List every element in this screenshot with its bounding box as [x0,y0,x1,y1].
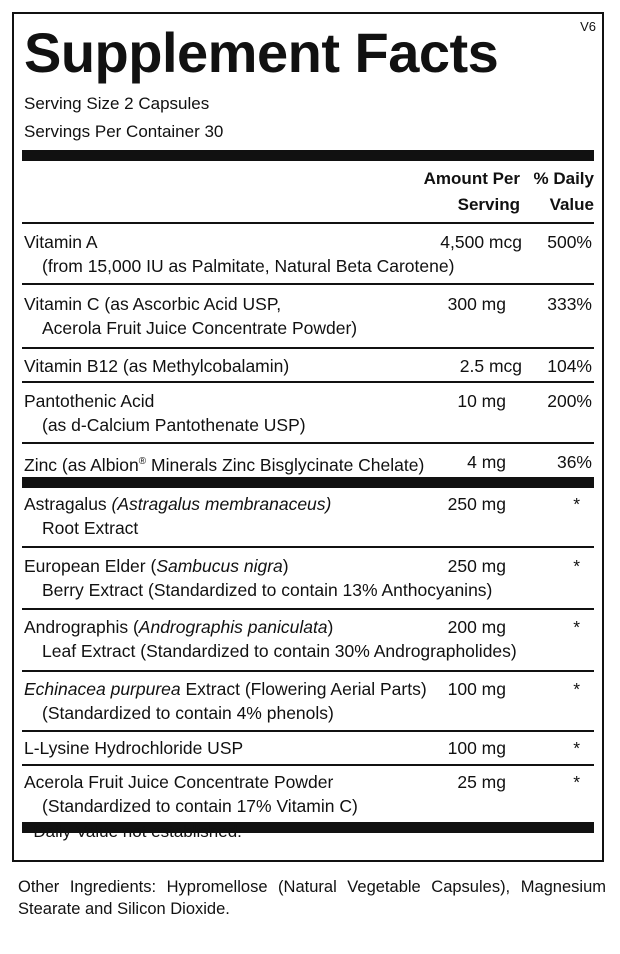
nutrient-source: Acerola Fruit Juice Concentrate Powder) [42,318,358,338]
ingredient-daily-value: * [573,679,580,699]
panel-title: Supplement Facts [24,21,499,84]
nutrient-source: (as d-Calcium Pantothenate USP) [42,415,306,435]
ingredient-name: Echinacea purpurea Extract (Flowering Aerial Parts) [24,679,427,699]
nutrient-name: Zinc (as Albion® Minerals Zinc Bisglycinate Chelate) [24,454,425,475]
nutrient-amount: 4,500 mcg [440,232,522,252]
ingredient-daily-value: * [573,772,580,792]
ingredient-amount: 200 mg [447,617,506,637]
thick-divider [22,150,594,161]
divider [22,764,594,766]
ingredient-detail: Root Extract [42,518,139,538]
divider [22,347,594,349]
ingredient-detail: Berry Extract (Standardized to contain 13% Anthocyanins) [42,580,493,600]
ingredient-amount: 100 mg [447,738,506,758]
divider [22,608,594,610]
nutrient-daily-value: 104% [547,356,592,376]
header-amount [394,166,520,218]
ingredient-daily-value: * [573,494,580,514]
header-amount-line1: Amount Per [423,169,520,188]
divider [22,283,594,285]
thick-divider [22,477,594,488]
divider [22,730,594,732]
nutrient-name: Pantothenic Acid [24,391,155,411]
divider [22,381,594,383]
ingredient-name: L-Lysine Hydrochloride USP [24,738,244,758]
ingredient-daily-value: * [573,738,580,758]
nutrient-daily-value: 200% [547,391,592,411]
ingredient-amount: 25 mg [457,772,506,792]
nutrient-amount: 4 mg [467,452,506,472]
version-code: V6 [580,19,596,34]
ingredient-daily-value: * [573,617,580,637]
ingredient-amount: 100 mg [447,679,506,699]
servings-per-container: Servings Per Container 30 [24,122,224,141]
divider [22,670,594,672]
ingredient-detail: (Standardized to contain 4% phenols) [42,703,334,723]
ingredient-daily-value: * [573,556,580,576]
supplement-facts-panel [12,12,604,862]
divider [22,546,594,548]
nutrient-daily-value: 500% [547,232,592,252]
ingredient-name: Astragalus (Astragalus membranaceus) [24,494,332,514]
nutrient-daily-value: 333% [547,294,592,314]
ingredient-name: European Elder (Sambucus nigra) [24,556,289,576]
ingredient-name: Acerola Fruit Juice Concentrate Powder [24,772,334,792]
other-ingredients: Other Ingredients: Hypromellose (Natural Vegetable Capsules), Magnesium Stearate and Silicon Dioxide. [18,878,606,918]
nutrient-amount: 300 mg [447,294,506,314]
nutrient-amount: 10 mg [457,391,506,411]
nutrient-name: Vitamin B12 (as Methylcobalamin) [24,356,290,376]
header-amount-line2: Serving [457,195,520,214]
header-dv-line1: % Daily [533,169,594,188]
nutrient-name: Vitamin C (as Ascorbic Acid USP, [24,294,282,314]
ingredient-name: Andrographis (Andrographis paniculata) [24,617,334,637]
registered-mark: ® [138,456,147,467]
ingredient-detail: Leaf Extract (Standardized to contain 30% Andrographolides) [42,641,517,661]
nutrient-source: (from 15,000 IU as Palmitate, Natural Beta Carotene) [42,256,455,276]
divider [22,442,594,444]
ingredient-detail: (Standardized to contain 17% Vitamin C) [42,796,358,816]
header-dv-line2: Value [549,195,594,214]
nutrient-name: Vitamin A [24,232,98,252]
nutrient-daily-value: 36% [556,452,592,472]
header-daily-value [520,166,594,218]
ingredient-amount: 250 mg [447,556,506,576]
serving-size: Serving Size 2 Capsules [24,94,210,113]
divider [22,222,594,224]
daily-value-footnote: * Daily Value not established. [22,822,242,841]
nutrient-amount: 2.5 mcg [459,356,522,376]
ingredient-amount: 250 mg [447,494,506,514]
